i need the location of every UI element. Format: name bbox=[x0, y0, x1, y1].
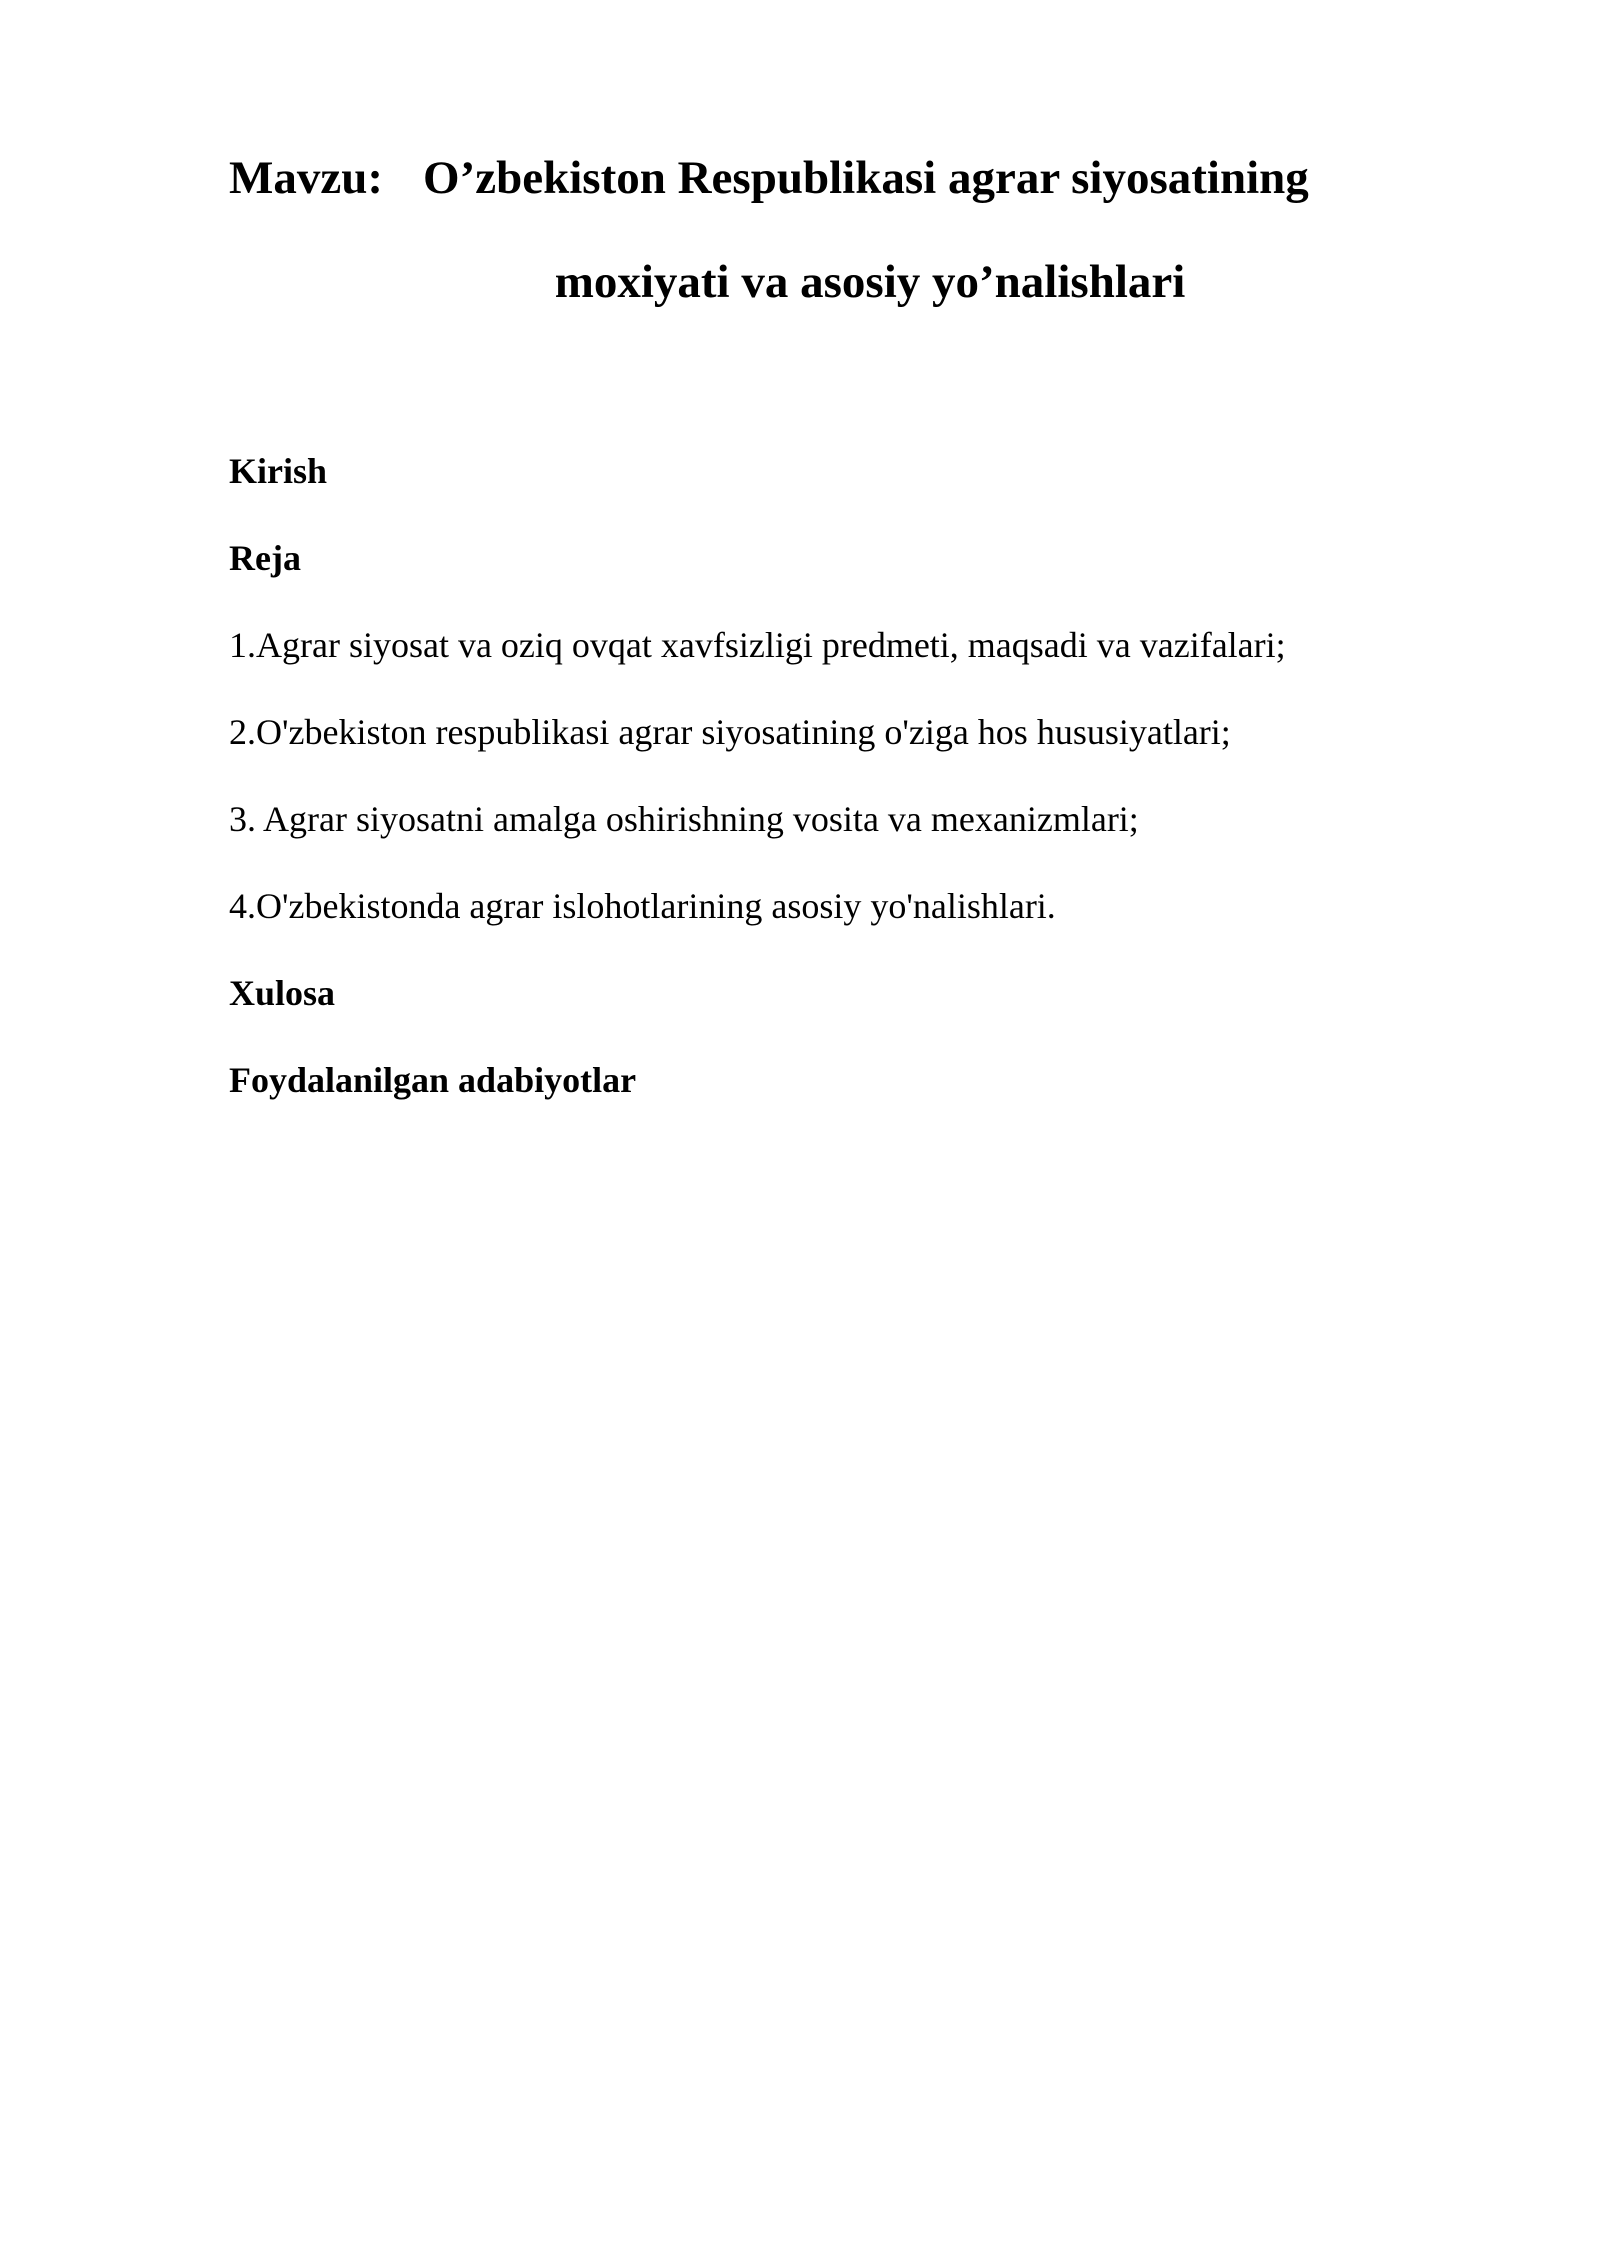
references-heading: Foydalanilgan adabiyotlar bbox=[229, 1060, 637, 1100]
title-label: Mavzu: bbox=[229, 152, 384, 204]
plan-heading: Reja bbox=[229, 538, 301, 578]
plan-item: 4.O'zbekistonda agrar islohotlarining asosiy yo'nalishlari. bbox=[229, 886, 1056, 926]
plan-item: 2.O'zbekiston respublikasi agrar siyosatining o'ziga hos hususiyatlari; bbox=[229, 712, 1231, 752]
plan-item: 3. Agrar siyosatni amalga oshirishning vosita va mexanizmlari; bbox=[229, 799, 1139, 839]
document-title bbox=[229, 150, 1309, 206]
title-main: O’zbekiston Respublikasi agrar siyosatining bbox=[423, 152, 1309, 204]
intro-heading: Kirish bbox=[229, 451, 328, 491]
plan-item: 1.Agrar siyosat va oziq ovqat xavfsizligi predmeti, maqsadi va vazifalari; bbox=[229, 625, 1286, 665]
document-title-continued: moxiyati va asosiy yo’nalishlari bbox=[554, 256, 1186, 308]
conclusion-heading: Xulosa bbox=[229, 973, 336, 1013]
